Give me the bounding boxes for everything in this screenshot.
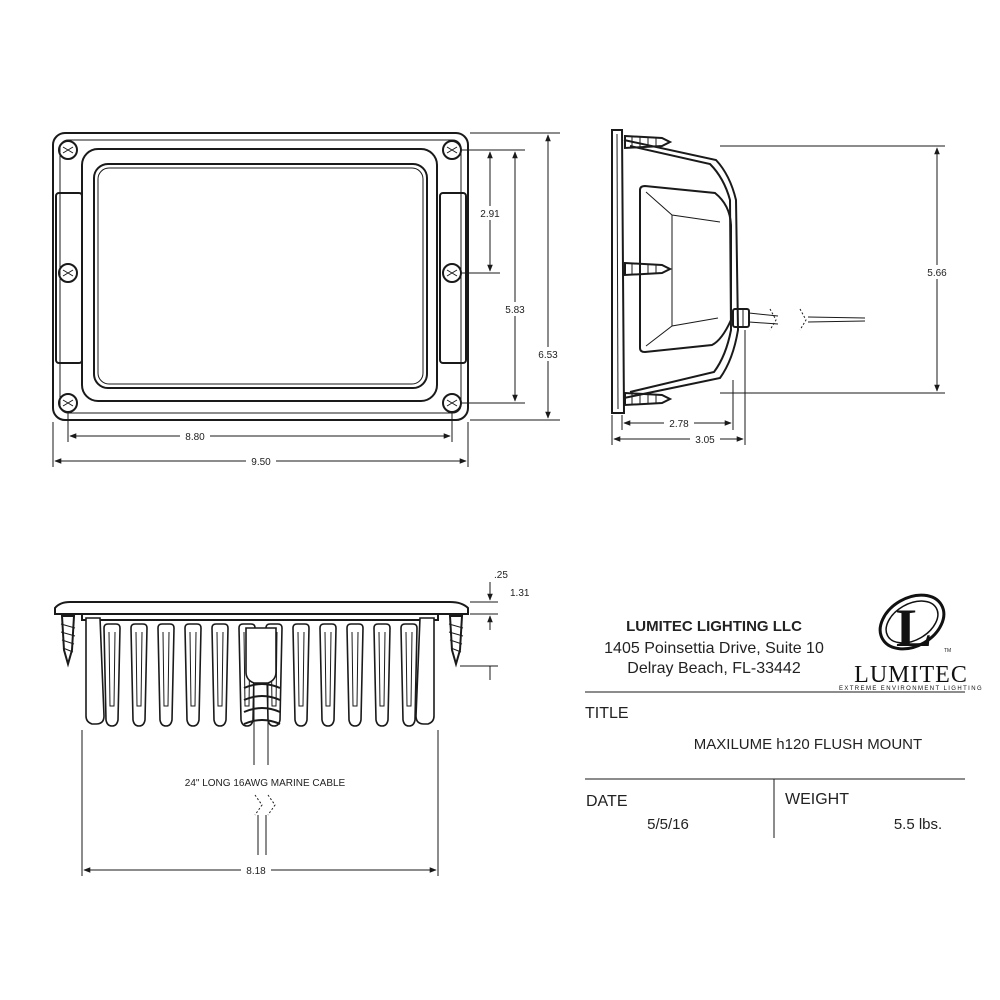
dim-height-outer: 6.53 — [538, 350, 558, 361]
cable-gland-icon — [733, 309, 865, 330]
date-value: 5/5/16 — [647, 816, 689, 833]
dim-depth-total: 3.05 — [695, 435, 715, 446]
lumitec-logo — [839, 584, 983, 692]
screw-icon — [625, 263, 670, 275]
heatsink-fin — [158, 624, 174, 726]
heatsink-fin — [131, 624, 147, 726]
screw-icon — [625, 393, 670, 405]
screw-icon — [449, 616, 463, 664]
title-label: TITLE — [585, 705, 629, 722]
weight-label: WEIGHT — [785, 791, 849, 808]
company-name: LUMITEC LIGHTING LLC — [626, 618, 802, 635]
title-block — [585, 584, 983, 838]
screw-icon — [625, 136, 670, 148]
date-label: DATE — [586, 793, 628, 810]
heatsink-fin — [347, 624, 363, 726]
heatsink-fin — [293, 624, 309, 726]
heatsink-fin — [212, 624, 228, 726]
address-line2: Delray Beach, FL-33442 — [627, 660, 801, 677]
screw-icon — [59, 264, 77, 282]
title-value: MAXILUME h120 FLUSH MOUNT — [693, 736, 923, 753]
cable-icon — [244, 628, 280, 855]
svg-text:TM: TM — [944, 648, 952, 654]
screw-icon — [61, 616, 75, 664]
heatsink-fin — [320, 624, 336, 726]
heatsink-fin — [185, 624, 201, 726]
dim-bottom-depth: 1.31 — [510, 588, 530, 599]
screw-icon — [59, 394, 77, 412]
dim-height-mid: 5.83 — [505, 305, 525, 316]
bottom-view — [55, 570, 530, 877]
dim-width-inner: 8.80 — [185, 432, 205, 443]
side-view — [612, 130, 951, 446]
heatsink-fin — [401, 624, 417, 726]
cable-note: 24" LONG 16AWG MARINE CABLE — [184, 778, 346, 789]
front-view — [53, 133, 560, 468]
heatsink-end-wall — [416, 618, 434, 724]
logo-tagline: EXTREME ENVIRONMENT LIGHTING — [838, 686, 984, 692]
logo-word: LUMITEC — [854, 662, 968, 688]
dim-side-height: 5.66 — [927, 268, 947, 279]
heatsink-fin — [104, 624, 120, 726]
screw-icon — [443, 141, 461, 159]
dim-width-outer: 9.50 — [251, 457, 271, 468]
dim-bottom-width: 8.18 — [246, 866, 266, 877]
screw-icon — [59, 141, 77, 159]
heatsink-end-wall — [86, 618, 104, 724]
svg-text:L: L — [896, 598, 933, 658]
screw-icon — [443, 264, 461, 282]
weight-value: 5.5 lbs. — [893, 816, 943, 833]
screw-icon — [443, 394, 461, 412]
address-line1: 1405 Poinsettia Drive, Suite 10 — [604, 640, 824, 657]
dim-flange: .25 — [494, 570, 508, 581]
heatsink-fin — [374, 624, 390, 726]
dim-depth-body: 2.78 — [669, 419, 689, 430]
dim-height-inner: 2.91 — [480, 209, 500, 220]
